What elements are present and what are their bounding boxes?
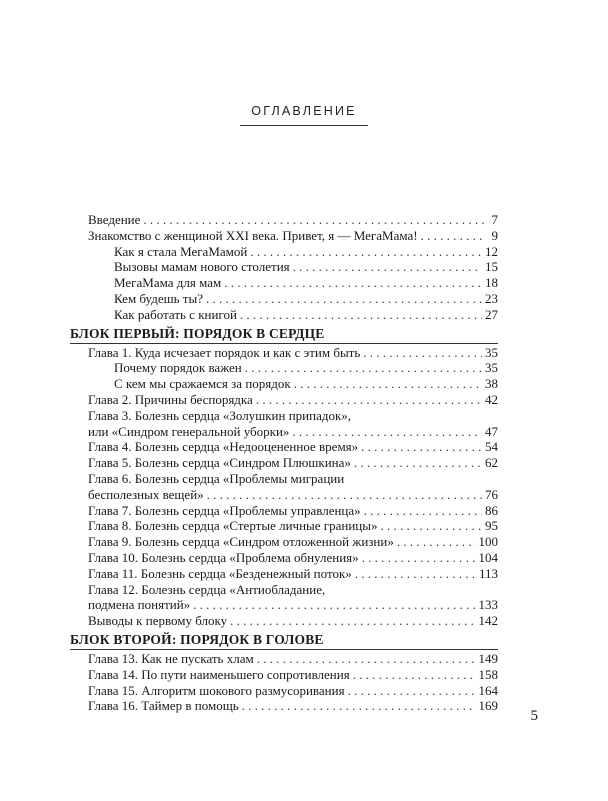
toc-entry-title: бесполезных вещей»: [88, 486, 204, 502]
toc-entry-title: Введение: [88, 212, 141, 227]
table-of-contents: [70, 212, 498, 714]
toc-entry-title: Глава 5. Болезнь сердца «Синдром Плюшкина»: [88, 455, 351, 471]
toc-entry-page: 27: [485, 306, 498, 322]
toc-entry-title: Как работать с книгой: [114, 306, 237, 322]
block2-title: БЛОК ВТОРОЙ: ПОРЯДОК В ГОЛОВЕ: [70, 631, 324, 647]
toc-entry: [88, 408, 498, 424]
toc-entry-title: Глава 11. Болезнь сердца «Безденежный поток»: [88, 565, 352, 581]
toc-leader-dots: [242, 698, 476, 714]
toc-entry-page: 18: [485, 275, 498, 291]
toc-leader-dots: [355, 566, 476, 582]
toc-entry-title: Глава 13. Как не пускать хлам: [88, 650, 254, 666]
toc-entry-title: Глава 10. Болезнь сердца «Проблема обнуления»: [88, 549, 359, 565]
toc-entry-page: 38: [485, 376, 498, 392]
toc-entry: [88, 651, 498, 667]
toc-entry-page: 158: [478, 666, 498, 682]
toc-entry-title: Глава 9. Болезнь сердца «Синдром отложенной жизни»: [88, 534, 394, 550]
toc-entry: [88, 582, 498, 598]
toc-title-underline: [240, 125, 368, 126]
intro-section: [88, 212, 498, 323]
toc-entry-title: Глава 12. Болезнь сердца «Антиобладание,: [88, 581, 326, 597]
toc-entry-page: 95: [485, 518, 498, 534]
toc-entry-page: 76: [485, 486, 498, 502]
toc-entry-page: 169: [478, 698, 498, 714]
toc-entry-page: 104: [478, 549, 498, 565]
toc-leader-dots: [292, 424, 482, 440]
toc-entry-title: Знакомство с женщиной XXI века. Привет, я — МегаМама!: [88, 227, 418, 243]
toc-entry: [88, 392, 498, 408]
toc-entry-page: 142: [478, 613, 498, 629]
toc-entry: [88, 518, 498, 534]
toc-entry: [88, 698, 498, 714]
toc-entry-page: 133: [478, 597, 498, 613]
toc-entry-title: Глава 1. Куда исчезает порядок и как с этим быть: [88, 344, 361, 360]
toc-entry-page: 42: [485, 391, 498, 407]
toc-entry-title: Глава 14. По пути наименьшего сопротивления: [88, 666, 350, 682]
toc-entry-title: Глава 7. Болезнь сердца «Проблемы управленца»: [88, 502, 361, 518]
toc-entry-title: подмена понятий»: [88, 597, 191, 613]
block1-section: [88, 345, 498, 629]
toc-entry-page: 23: [485, 290, 498, 306]
toc-leader-dots: [240, 307, 482, 323]
toc-entry: [88, 424, 498, 440]
toc-entry-page: 7: [491, 212, 498, 227]
toc-entry-page: 149: [478, 650, 498, 666]
toc-leader-dots: [397, 534, 476, 550]
toc-entry-title: Глава 8. Болезнь сердца «Стертые личные границы»: [88, 518, 378, 534]
toc-entry: [88, 683, 498, 699]
toc-title: ОГЛАВЛЕНИЕ: [251, 104, 357, 118]
toc-entry: [88, 376, 498, 392]
toc-entry: [88, 360, 498, 376]
toc-entry-page: 47: [485, 423, 498, 439]
toc-leader-dots: [294, 376, 482, 392]
toc-entry-title: Глава 2. Причины беспорядка: [88, 391, 253, 407]
toc-entry: [88, 566, 498, 582]
toc-entry: [88, 212, 498, 228]
toc-leader-dots: [362, 550, 476, 566]
toc-leader-dots: [207, 487, 482, 503]
toc-leader-dots: [364, 503, 482, 519]
toc-entry: [88, 345, 498, 361]
toc-entry: [88, 439, 498, 455]
toc-entry-title: Кем будешь ты?: [114, 290, 203, 306]
toc-entry-page: 35: [485, 344, 498, 360]
toc-leader-dots: [230, 613, 475, 629]
toc-entry: [88, 613, 498, 629]
toc-entry: [88, 487, 498, 503]
toc-leader-dots: [256, 392, 482, 408]
toc-entry-page: 86: [485, 502, 498, 518]
toc-entry: [88, 667, 498, 683]
toc-leader-dots: [193, 597, 475, 613]
toc-leader-dots: [421, 228, 485, 244]
toc-leader-dots: [206, 291, 482, 307]
toc-entry-page: 100: [478, 534, 498, 550]
toc-entry-title: или «Синдром генеральной уборки»: [88, 423, 290, 439]
toc-entry-title: МегаМама для мам: [114, 275, 222, 291]
toc-entry-page: 35: [485, 360, 498, 376]
toc-leader-dots: [354, 455, 482, 471]
toc-entry: [88, 597, 498, 613]
toc-entry-title: Вызовы мамам нового столетия: [114, 259, 290, 275]
toc-leader-dots: [381, 518, 483, 534]
toc-entry-title: С кем мы сражаемся за порядок: [114, 376, 291, 392]
toc-entry-title: Глава 3. Болезнь сердца «Золушкин припадок»,: [88, 407, 352, 423]
toc-leader-dots: [143, 212, 485, 228]
toc-entry-page: 62: [485, 455, 498, 471]
block1-divider: [70, 343, 498, 344]
toc-entry: [88, 503, 498, 519]
toc-entry: [88, 534, 498, 550]
toc-entry: [88, 307, 498, 323]
toc-leader-dots: [245, 360, 482, 376]
toc-leader-dots: [224, 275, 482, 291]
toc-entry-title: Как я стала МегаМамой: [114, 243, 248, 259]
toc-entry-title: Почему порядок важен: [114, 360, 242, 376]
toc-entry: [88, 244, 498, 260]
toc-leader-dots: [361, 439, 482, 455]
block2-section: [88, 651, 498, 714]
toc-entry-title: Глава 15. Алгоритм шокового размусоривания: [88, 682, 345, 698]
toc-entry: [88, 275, 498, 291]
page-number: 5: [530, 708, 538, 724]
toc-entry-page: 54: [485, 439, 498, 455]
toc-entry: [88, 259, 498, 275]
toc-leader-dots: [257, 651, 476, 667]
block1-title: БЛОК ПЕРВЫЙ: ПОРЯДОК В СЕРДЦЕ: [70, 325, 325, 341]
toc-entry: [88, 550, 498, 566]
toc-entry-title: Выводы к первому блоку: [88, 613, 228, 629]
toc-entry: [88, 228, 498, 244]
toc-entry-page: 9: [491, 227, 498, 243]
toc-entry-title: Глава 16. Таймер в помощь: [88, 698, 239, 714]
toc-entry-title: Глава 6. Болезнь сердца «Проблемы миграции: [88, 470, 345, 486]
block2-divider: [70, 649, 498, 650]
toc-entry: [88, 455, 498, 471]
toc-entry-page: 164: [478, 682, 498, 698]
toc-leader-dots: [293, 259, 482, 275]
toc-entry-page: 15: [485, 259, 498, 275]
toc-entry: [88, 291, 498, 307]
toc-leader-dots: [250, 244, 482, 260]
toc-entry: [88, 471, 498, 487]
toc-leader-dots: [353, 667, 476, 683]
toc-entry-title: Глава 4. Болезнь сердца «Недооцененное время»: [88, 439, 359, 455]
toc-entry-page: 113: [478, 565, 498, 581]
toc-entry-page: 12: [485, 243, 498, 259]
toc-leader-dots: [348, 683, 476, 699]
toc-leader-dots: [363, 345, 482, 361]
